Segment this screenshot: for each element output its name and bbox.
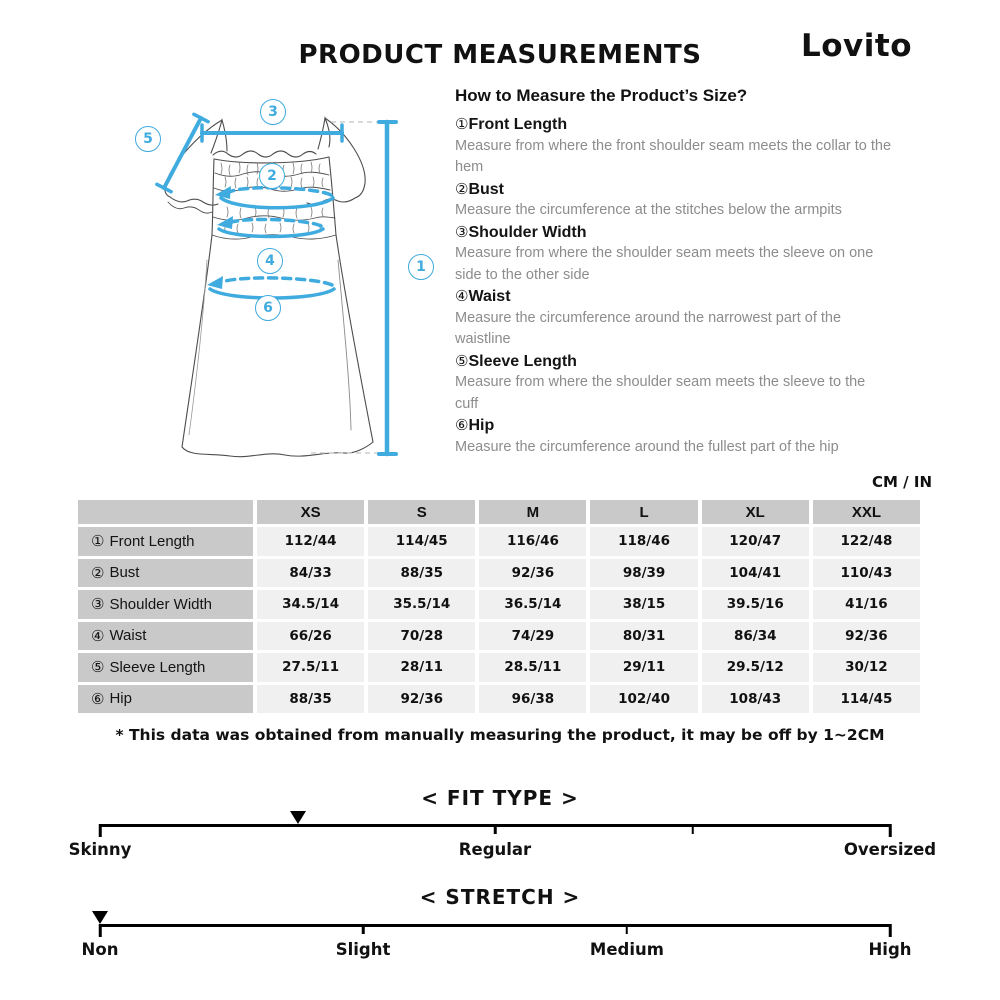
size-table [78,500,920,713]
size-value-cell: 122/48 [813,527,920,556]
stretch-title: < STRETCH > [419,885,581,909]
scale-tick [99,824,102,837]
marker-triangle-icon [92,911,108,924]
size-value-cell: 74/29 [479,622,586,651]
row-label-waist: ④ Waist [78,622,253,651]
size-value-cell: 110/43 [813,559,920,588]
size-value-cell: 36.5/14 [479,590,586,619]
column-header-l: L [590,500,697,524]
measurement-marker-4: 4 [257,248,283,274]
size-value-cell: 108/43 [702,685,809,714]
guide-item-number: ④ [455,288,469,305]
guide-item-desc: Measure from where the shoulder seam meets the sleeve to the cuff [455,374,866,412]
size-value-cell: 35.5/14 [368,590,475,619]
size-value-cell: 92/36 [479,559,586,588]
scale-tick [99,924,102,937]
scale-tick [889,924,892,937]
guide-item-name: Front Length [468,116,568,133]
size-value-cell: 30/12 [813,653,920,682]
row-label-hip: ⑥ Hip [78,685,253,714]
size-value-cell: 88/35 [368,559,475,588]
column-header-xs: XS [257,500,364,524]
guide-item-shoulder-width [455,222,892,287]
measure-guide-title: How to Measure the Product’s Size? [455,86,748,105]
size-value-cell: 98/39 [590,559,697,588]
size-value-cell: 80/31 [590,622,697,651]
stretch-label-non: Non [81,940,119,959]
guide-item-name: Hip [468,417,495,434]
size-value-cell: 92/36 [368,685,475,714]
measurement-marker-5: 5 [135,126,161,152]
row-label-front-length: ① Front Length [78,527,253,556]
row-label-shoulder-width: ③ Shoulder Width [78,590,253,619]
guide-item-name: Waist [468,288,511,305]
size-value-cell: 118/46 [590,527,697,556]
size-value-cell: 114/45 [813,685,920,714]
page-title: PRODUCT MEASUREMENTS [298,40,702,70]
size-value-cell: 102/40 [590,685,697,714]
size-value-cell: 112/44 [257,527,364,556]
size-value-cell: 29.5/12 [702,653,809,682]
size-value-cell: 116/46 [479,527,586,556]
stretch-label-high: High [868,940,912,959]
size-value-cell: 84/33 [257,559,364,588]
row-label-sleeve-length: ⑤ Sleeve Length [78,653,253,682]
stretch-scale [81,924,912,959]
column-header-s: S [368,500,475,524]
size-value-cell: 86/34 [702,622,809,651]
size-value-cell: 34.5/14 [257,590,364,619]
scale-tick [626,924,629,934]
guide-item-number: ⑤ [455,352,469,370]
size-value-cell: 29/11 [590,653,697,682]
column-header-xxl: XXL [813,500,920,524]
guide-item-number: ⑥ [455,417,469,434]
guide-item-number: ② [455,180,469,198]
size-value-cell: 38/15 [590,590,697,619]
fit-label-regular: Regular [458,840,532,859]
guide-item-desc: Measure from where the shoulder seam meets the sleeve on one side to the other side [455,245,874,283]
scale-tick [691,824,694,834]
measurement-marker-2: 2 [259,163,285,189]
guide-item-desc: Measure the circumference around the narrowest part of the waistline [455,309,842,347]
size-value-cell: 96/38 [479,685,586,714]
measurement-marker-1: 1 [408,254,434,280]
size-value-cell: 39.5/16 [702,590,809,619]
column-header-m: M [479,500,586,524]
size-value-cell: 66/26 [257,622,364,651]
fit-type-scale [68,824,937,859]
guide-item-number: ③ [455,223,469,241]
measurement-marker-3: 3 [260,99,286,125]
measurement-marker-6: 6 [255,295,281,321]
brand-logo: Lovito [800,28,912,64]
scale-tick [494,824,497,834]
guide-item-desc: Measure from where the front shoulder seam meets the collar to the hem [455,137,892,175]
fit-label-skinny: Skinny [68,840,132,859]
size-value-cell: 28/11 [368,653,475,682]
stretch-label-medium: Medium [589,940,664,959]
guide-item-desc: Measure the circumference at the stitches below the armpits [455,202,842,218]
size-value-cell: 41/16 [813,590,920,619]
guide-item-name: Sleeve Length [468,352,577,370]
fit-label-oversized: Oversized [843,840,937,859]
size-value-cell: 70/28 [368,622,475,651]
size-value-cell: 28.5/11 [479,653,586,682]
marker-triangle-icon [290,811,306,824]
guide-item-waist [455,286,892,351]
measurement-disclaimer: * This data was obtained from manually measuring the product, it may be off by 1~2CM [115,726,885,744]
dress-diagram-illustration [115,85,450,470]
table-corner-cell [78,500,253,524]
row-label-bust: ② Bust [78,559,253,588]
measure-guide [455,86,892,458]
size-value-cell: 92/36 [813,622,920,651]
fit-type-title: < FIT TYPE > [421,786,579,810]
column-header-xl: XL [702,500,809,524]
guide-item-sleeve-length [455,351,892,416]
scale-tick [889,824,892,837]
size-value-cell: 120/47 [702,527,809,556]
size-value-cell: 88/35 [257,685,364,714]
guide-item-front-length [455,114,892,179]
size-value-cell: 104/41 [702,559,809,588]
unit-label: CM / IN [872,473,932,491]
stretch-label-slight: Slight [335,940,391,959]
guide-item-hip [455,415,892,458]
guide-item-desc: Measure the circumference around the fullest part of the hip [455,438,839,455]
guide-item-number: ① [455,116,469,133]
scale-line [100,924,890,927]
size-value-cell: 27.5/11 [257,653,364,682]
size-value-cell: 114/45 [368,527,475,556]
guide-item-name: Bust [468,180,505,198]
guide-item-name: Shoulder Width [468,223,587,241]
scale-tick [362,924,365,934]
guide-item-bust [455,179,892,222]
